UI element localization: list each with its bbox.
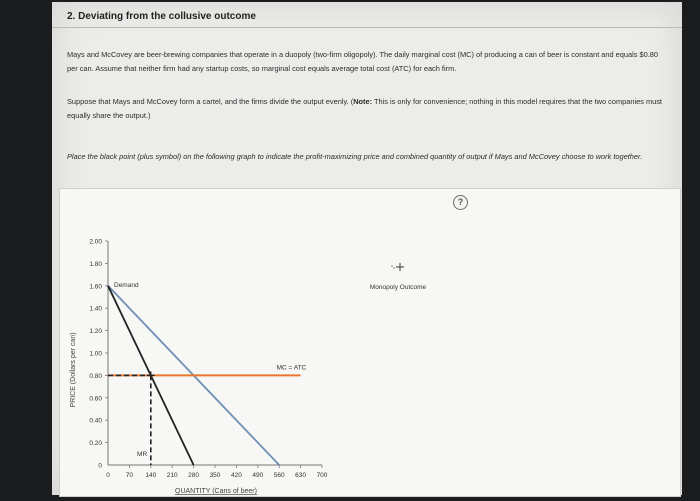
y-tick-label: 1.40 bbox=[89, 305, 102, 313]
y-tick-label: 1.20 bbox=[89, 328, 102, 336]
x-tick-label: 420 bbox=[230, 472, 242, 479]
mr-label: MR bbox=[137, 451, 148, 459]
tool-handle-dot bbox=[391, 265, 393, 267]
cartel-rest-text: This is only for convenience; nothing in this model requires that the two companies must equally share the output.) bbox=[67, 97, 662, 120]
x-tick-label: 560 bbox=[273, 472, 285, 479]
x-tick-label: 70 bbox=[125, 472, 134, 479]
y-tick-label: 1.60 bbox=[89, 283, 102, 291]
monopoly-outcome-label: Monopoly Outcome bbox=[369, 284, 427, 291]
y-tick-label: 0 bbox=[98, 462, 102, 470]
y-tick-label: 0.20 bbox=[89, 440, 102, 448]
x-tick-label: 280 bbox=[188, 472, 200, 479]
monopoly-outcome-tool[interactable] bbox=[370, 263, 427, 291]
y-tick-label: 0.60 bbox=[89, 395, 102, 403]
x-tick-label: 630 bbox=[295, 472, 307, 479]
y-tick-label: 1.00 bbox=[89, 350, 102, 358]
x-tick-label: 350 bbox=[209, 472, 221, 479]
placed-plus-point[interactable] bbox=[147, 371, 155, 379]
cartel-lead-text: Suppose that Mays and McCovey form a cartel, and the firms divide the output evenly. ( bbox=[67, 97, 354, 106]
mc-atc-label: MC = ATC bbox=[276, 364, 307, 372]
cartel-paragraph bbox=[67, 95, 667, 123]
x-tick-label: 0 bbox=[106, 472, 110, 479]
section-title: 2. Deviating from the collusive outcome bbox=[67, 11, 256, 22]
note-label: Note: bbox=[353, 97, 373, 106]
x-tick-label: 490 bbox=[252, 472, 264, 479]
y-axis-title: PRICE (Dollars per can) bbox=[70, 332, 77, 408]
intro-paragraph: Mays and McCovey are beer-brewing companies that operate in a duopoly (two-firm oligopoly). The daily marginal cost (MC) of producing a can of beer is constant and equals $0.80 per can. Assume that neither firm had any startup costs, so marginal cost equals average total cost (ATC) for each firm. bbox=[67, 50, 659, 73]
x-axis-title: QUANTITY (Cans of beer) bbox=[175, 488, 257, 495]
x-tick-label: 210 bbox=[166, 472, 178, 479]
graph-panel bbox=[59, 188, 681, 497]
y-tick-label: 0.80 bbox=[89, 372, 102, 380]
question-page bbox=[52, 2, 682, 495]
y-tick-label: 0.40 bbox=[89, 417, 102, 425]
y-tick-label: 1.80 bbox=[89, 260, 102, 268]
price-quantity-chart[interactable] bbox=[60, 189, 680, 496]
instruction-paragraph: Place the black point (plus symbol) on the following graph to indicate the profit-maximizing price and combined quantity of output if Mays and McCovey choose to work together. bbox=[67, 152, 643, 161]
tool-handle-dot bbox=[393, 267, 395, 269]
x-tick-label: 140 bbox=[145, 472, 157, 479]
y-tick-label: 2.00 bbox=[89, 238, 102, 246]
demand-label: Demand bbox=[114, 281, 139, 289]
x-tick-label: 700 bbox=[316, 472, 328, 479]
question-icon[interactable]: ? bbox=[453, 195, 468, 210]
divider bbox=[52, 27, 682, 28]
